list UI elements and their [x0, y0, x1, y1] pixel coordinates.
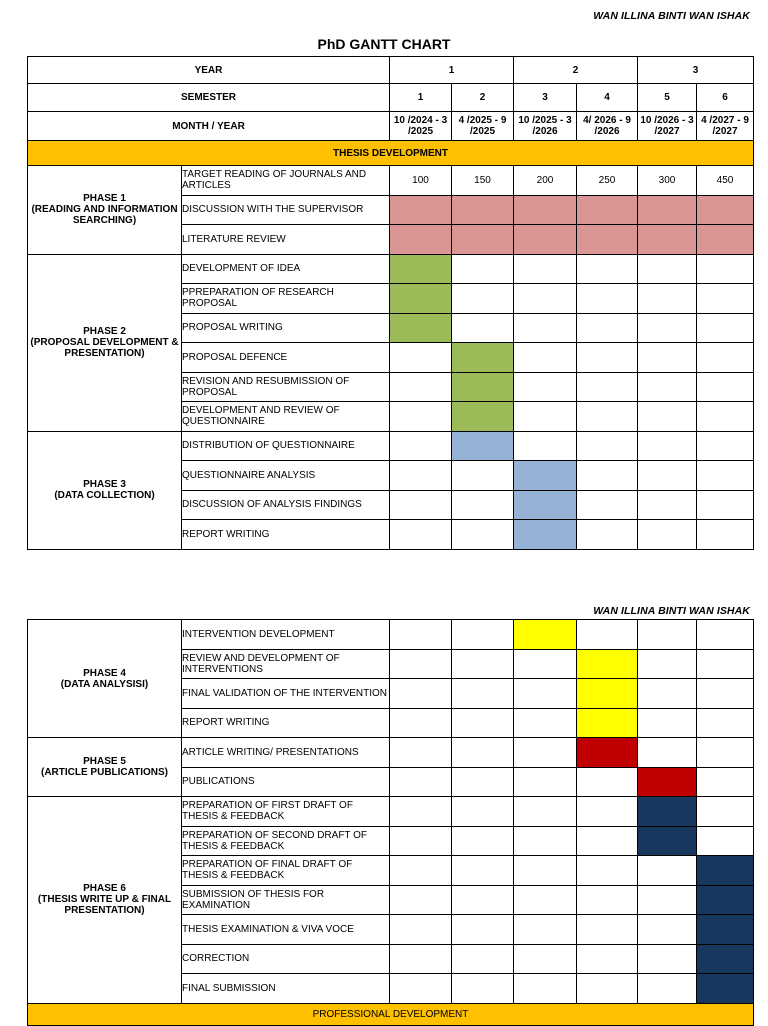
author-name-top: WAN ILLINA BINTI WAN ISHAK [593, 10, 750, 22]
gantt-bar-cell [452, 431, 514, 461]
month-range-4: 4/ 2026 - 9 /2026 [577, 112, 638, 141]
target-value-cell: 450 [697, 166, 754, 196]
page-title: PhD GANTT CHART [317, 36, 451, 52]
semester-row [28, 84, 754, 112]
task-row [28, 166, 754, 196]
semester-4: 4 [577, 84, 638, 112]
phase-label: PHASE 2 (PROPOSAL DEVELOPMENT & PRESENTATION) [28, 254, 182, 431]
timeline-cell [452, 974, 514, 1004]
year-label: YEAR [28, 57, 390, 84]
gantt-bar-cell [697, 885, 754, 915]
timeline-cell [514, 372, 577, 402]
timeline-cell [638, 431, 697, 461]
month-year-row [28, 112, 754, 141]
timeline-cell [697, 254, 754, 284]
timeline-cell [514, 885, 577, 915]
task-name: PREPARATION OF SECOND DRAFT OF THESIS & FEEDBACK [182, 826, 390, 856]
task-name: REVIEW AND DEVELOPMENT OF INTERVENTIONS [182, 649, 390, 679]
gantt-bar-cell [514, 225, 577, 255]
timeline-cell [638, 343, 697, 373]
gantt-bar-cell [577, 195, 638, 225]
timeline-cell [638, 944, 697, 974]
semester-2: 2 [452, 84, 514, 112]
task-name: FINAL VALIDATION OF THE INTERVENTION [182, 679, 390, 709]
timeline-cell [514, 944, 577, 974]
task-row [28, 797, 754, 827]
task-name: DEVELOPMENT AND REVIEW OF QUESTIONNAIRE [182, 402, 390, 432]
gantt-bar-cell [577, 679, 638, 709]
timeline-cell [390, 974, 452, 1004]
timeline-cell [514, 826, 577, 856]
gantt-bar-cell [514, 461, 577, 491]
year-row [28, 57, 754, 84]
timeline-cell [514, 254, 577, 284]
target-value-cell: 300 [638, 166, 697, 196]
gantt-bar-cell [697, 944, 754, 974]
gantt-bar-cell [390, 254, 452, 284]
timeline-cell [577, 402, 638, 432]
timeline-cell [390, 402, 452, 432]
task-name: DISCUSSION OF ANALYSIS FINDINGS [182, 490, 390, 520]
gantt-table-page-2 [27, 619, 754, 1026]
timeline-cell [452, 254, 514, 284]
gantt-bar-cell [514, 490, 577, 520]
timeline-cell [514, 402, 577, 432]
semester-3: 3 [514, 84, 577, 112]
gantt-bar-cell [452, 195, 514, 225]
phase-label: PHASE 6 (THESIS WRITE UP & FINAL PRESENTATION) [28, 797, 182, 1004]
gantt-bar-cell [390, 313, 452, 343]
timeline-cell [638, 254, 697, 284]
phase-label: PHASE 5 (ARTICLE PUBLICATIONS) [28, 738, 182, 797]
gantt-bar-cell [697, 225, 754, 255]
gantt-bar-cell [697, 856, 754, 886]
timeline-cell [514, 915, 577, 945]
timeline-cell [514, 974, 577, 1004]
timeline-cell [452, 461, 514, 491]
timeline-cell [638, 461, 697, 491]
timeline-cell [452, 679, 514, 709]
timeline-cell [390, 372, 452, 402]
timeline-cell [577, 944, 638, 974]
timeline-cell [452, 520, 514, 550]
gantt-bar-cell [452, 343, 514, 373]
semester-label: SEMESTER [28, 84, 390, 112]
task-name: TARGET READING OF JOURNALS AND ARTICLES [182, 166, 390, 196]
timeline-cell [452, 738, 514, 768]
timeline-cell [390, 461, 452, 491]
timeline-cell [452, 284, 514, 314]
timeline-cell [390, 520, 452, 550]
timeline-cell [577, 915, 638, 945]
timeline-cell [390, 915, 452, 945]
timeline-cell [638, 974, 697, 1004]
timeline-cell [452, 490, 514, 520]
timeline-cell [390, 767, 452, 797]
gantt-bar-cell [697, 195, 754, 225]
gantt-bar-cell [577, 738, 638, 768]
timeline-cell [577, 620, 638, 650]
timeline-cell [452, 620, 514, 650]
gantt-bar-cell [390, 195, 452, 225]
timeline-cell [697, 797, 754, 827]
timeline-cell [390, 490, 452, 520]
task-row [28, 620, 754, 650]
timeline-cell [390, 944, 452, 974]
semester-1: 1 [390, 84, 452, 112]
task-name: REPORT WRITING [182, 708, 390, 738]
timeline-cell [390, 649, 452, 679]
timeline-cell [577, 490, 638, 520]
timeline-cell [390, 856, 452, 886]
timeline-cell [697, 431, 754, 461]
timeline-cell [452, 797, 514, 827]
task-name: PPREPARATION OF RESEARCH PROPOSAL [182, 284, 390, 314]
timeline-cell [638, 885, 697, 915]
timeline-cell [514, 284, 577, 314]
timeline-cell [697, 649, 754, 679]
timeline-cell [514, 343, 577, 373]
target-value-cell: 200 [514, 166, 577, 196]
gantt-bar-cell [390, 225, 452, 255]
timeline-cell [452, 767, 514, 797]
task-name: REVISION AND RESUBMISSION OF PROPOSAL [182, 372, 390, 402]
timeline-cell [514, 679, 577, 709]
timeline-cell [514, 797, 577, 827]
timeline-cell [390, 620, 452, 650]
gantt-bar-cell [390, 284, 452, 314]
timeline-cell [452, 708, 514, 738]
target-value-cell: 100 [390, 166, 452, 196]
timeline-cell [577, 826, 638, 856]
author-name-bottom: WAN ILLINA BINTI WAN ISHAK [593, 605, 750, 617]
timeline-cell [577, 343, 638, 373]
timeline-cell [577, 461, 638, 491]
timeline-cell [638, 284, 697, 314]
timeline-cell [514, 313, 577, 343]
gantt-bar-cell [514, 620, 577, 650]
timeline-cell [697, 520, 754, 550]
gantt-bar-cell [638, 195, 697, 225]
timeline-cell [514, 708, 577, 738]
target-value-cell: 250 [577, 166, 638, 196]
timeline-cell [452, 885, 514, 915]
timeline-cell [514, 856, 577, 886]
section-professional-development: PROFESSIONAL DEVELOPMENT [28, 1003, 754, 1025]
timeline-cell [638, 620, 697, 650]
timeline-cell [697, 708, 754, 738]
timeline-cell [697, 679, 754, 709]
month-range-1: 10 /2024 - 3 /2025 [390, 112, 452, 141]
timeline-cell [390, 885, 452, 915]
task-name: FINAL SUBMISSION [182, 974, 390, 1004]
timeline-cell [452, 313, 514, 343]
task-name: CORRECTION [182, 944, 390, 974]
gantt-bar-cell [638, 225, 697, 255]
timeline-cell [514, 649, 577, 679]
timeline-cell [514, 738, 577, 768]
gantt-bar-cell [452, 372, 514, 402]
task-name: PUBLICATIONS [182, 767, 390, 797]
gantt-bar-cell [697, 915, 754, 945]
timeline-cell [452, 856, 514, 886]
task-name: REPORT WRITING [182, 520, 390, 550]
timeline-cell [577, 767, 638, 797]
task-name: LITERATURE REVIEW [182, 225, 390, 255]
task-name: DISTRIBUTION OF QUESTIONNAIRE [182, 431, 390, 461]
phase-label: PHASE 4 (DATA ANALYSISI) [28, 620, 182, 738]
month-range-3: 10 /2025 - 3 /2026 [514, 112, 577, 141]
semester-6: 6 [697, 84, 754, 112]
timeline-cell [452, 649, 514, 679]
gantt-bar-cell [452, 402, 514, 432]
timeline-cell [577, 520, 638, 550]
timeline-cell [638, 856, 697, 886]
task-name: QUESTIONNAIRE ANALYSIS [182, 461, 390, 491]
task-row [28, 254, 754, 284]
month-range-5: 10 /2026 - 3 /2027 [638, 112, 697, 141]
timeline-cell [697, 313, 754, 343]
timeline-cell [638, 490, 697, 520]
timeline-cell [697, 343, 754, 373]
timeline-cell [452, 915, 514, 945]
timeline-cell [697, 372, 754, 402]
timeline-cell [697, 402, 754, 432]
timeline-cell [577, 254, 638, 284]
timeline-cell [638, 402, 697, 432]
timeline-cell [390, 343, 452, 373]
gantt-bar-cell [514, 195, 577, 225]
timeline-cell [697, 738, 754, 768]
semester-5: 5 [638, 84, 697, 112]
timeline-cell [697, 620, 754, 650]
gantt-table-page-1 [27, 56, 754, 550]
timeline-cell [697, 461, 754, 491]
task-name: PREPARATION OF FINAL DRAFT OF THESIS & FEEDBACK [182, 856, 390, 886]
timeline-cell [452, 944, 514, 974]
timeline-cell [697, 826, 754, 856]
gantt-bar-cell [638, 767, 697, 797]
gantt-bar-cell [577, 649, 638, 679]
timeline-cell [577, 313, 638, 343]
task-row [28, 738, 754, 768]
gantt-bar-cell [514, 520, 577, 550]
task-name: SUBMISSION OF THESIS FOR EXAMINATION [182, 885, 390, 915]
timeline-cell [638, 649, 697, 679]
timeline-cell [514, 767, 577, 797]
timeline-cell [577, 284, 638, 314]
task-name: ARTICLE WRITING/ PRESENTATIONS [182, 738, 390, 768]
timeline-cell [514, 431, 577, 461]
timeline-cell [577, 885, 638, 915]
section-row-thesis [28, 141, 754, 166]
year-3: 3 [638, 57, 754, 84]
timeline-cell [390, 738, 452, 768]
timeline-cell [577, 797, 638, 827]
timeline-cell [638, 915, 697, 945]
month-range-6: 4 /2027 - 9 /2027 [697, 112, 754, 141]
task-name: DEVELOPMENT OF IDEA [182, 254, 390, 284]
month-range-2: 4 /2025 - 9 /2025 [452, 112, 514, 141]
year-2: 2 [514, 57, 638, 84]
task-name: PREPARATION OF FIRST DRAFT OF THESIS & FEEDBACK [182, 797, 390, 827]
timeline-cell [390, 679, 452, 709]
timeline-cell [638, 313, 697, 343]
gantt-bar-cell [577, 708, 638, 738]
timeline-cell [697, 284, 754, 314]
timeline-cell [638, 679, 697, 709]
timeline-cell [390, 826, 452, 856]
timeline-cell [577, 372, 638, 402]
task-name: THESIS EXAMINATION & VIVA VOCE [182, 915, 390, 945]
target-value-cell: 150 [452, 166, 514, 196]
gantt-bar-cell [697, 974, 754, 1004]
year-1: 1 [390, 57, 514, 84]
timeline-cell [452, 826, 514, 856]
timeline-cell [390, 431, 452, 461]
timeline-cell [638, 738, 697, 768]
task-row [28, 431, 754, 461]
section-row-professional [28, 1003, 754, 1025]
section-thesis-development: THESIS DEVELOPMENT [28, 141, 754, 166]
phase-label: PHASE 3 (DATA COLLECTION) [28, 431, 182, 549]
phase-label: PHASE 1 (READING AND INFORMATION SEARCHING) [28, 166, 182, 255]
gantt-bar-cell [577, 225, 638, 255]
task-name: PROPOSAL WRITING [182, 313, 390, 343]
timeline-cell [697, 767, 754, 797]
timeline-cell [577, 431, 638, 461]
gantt-bar-cell [638, 797, 697, 827]
task-name: INTERVENTION DEVELOPMENT [182, 620, 390, 650]
gantt-bar-cell [638, 826, 697, 856]
timeline-cell [577, 974, 638, 1004]
gantt-bar-cell [452, 225, 514, 255]
timeline-cell [390, 797, 452, 827]
task-name: PROPOSAL DEFENCE [182, 343, 390, 373]
timeline-cell [577, 856, 638, 886]
timeline-cell [390, 708, 452, 738]
timeline-cell [638, 520, 697, 550]
timeline-cell [638, 708, 697, 738]
month-year-label: MONTH / YEAR [28, 112, 390, 141]
task-name: DISCUSSION WITH THE SUPERVISOR [182, 195, 390, 225]
timeline-cell [697, 490, 754, 520]
timeline-cell [638, 372, 697, 402]
